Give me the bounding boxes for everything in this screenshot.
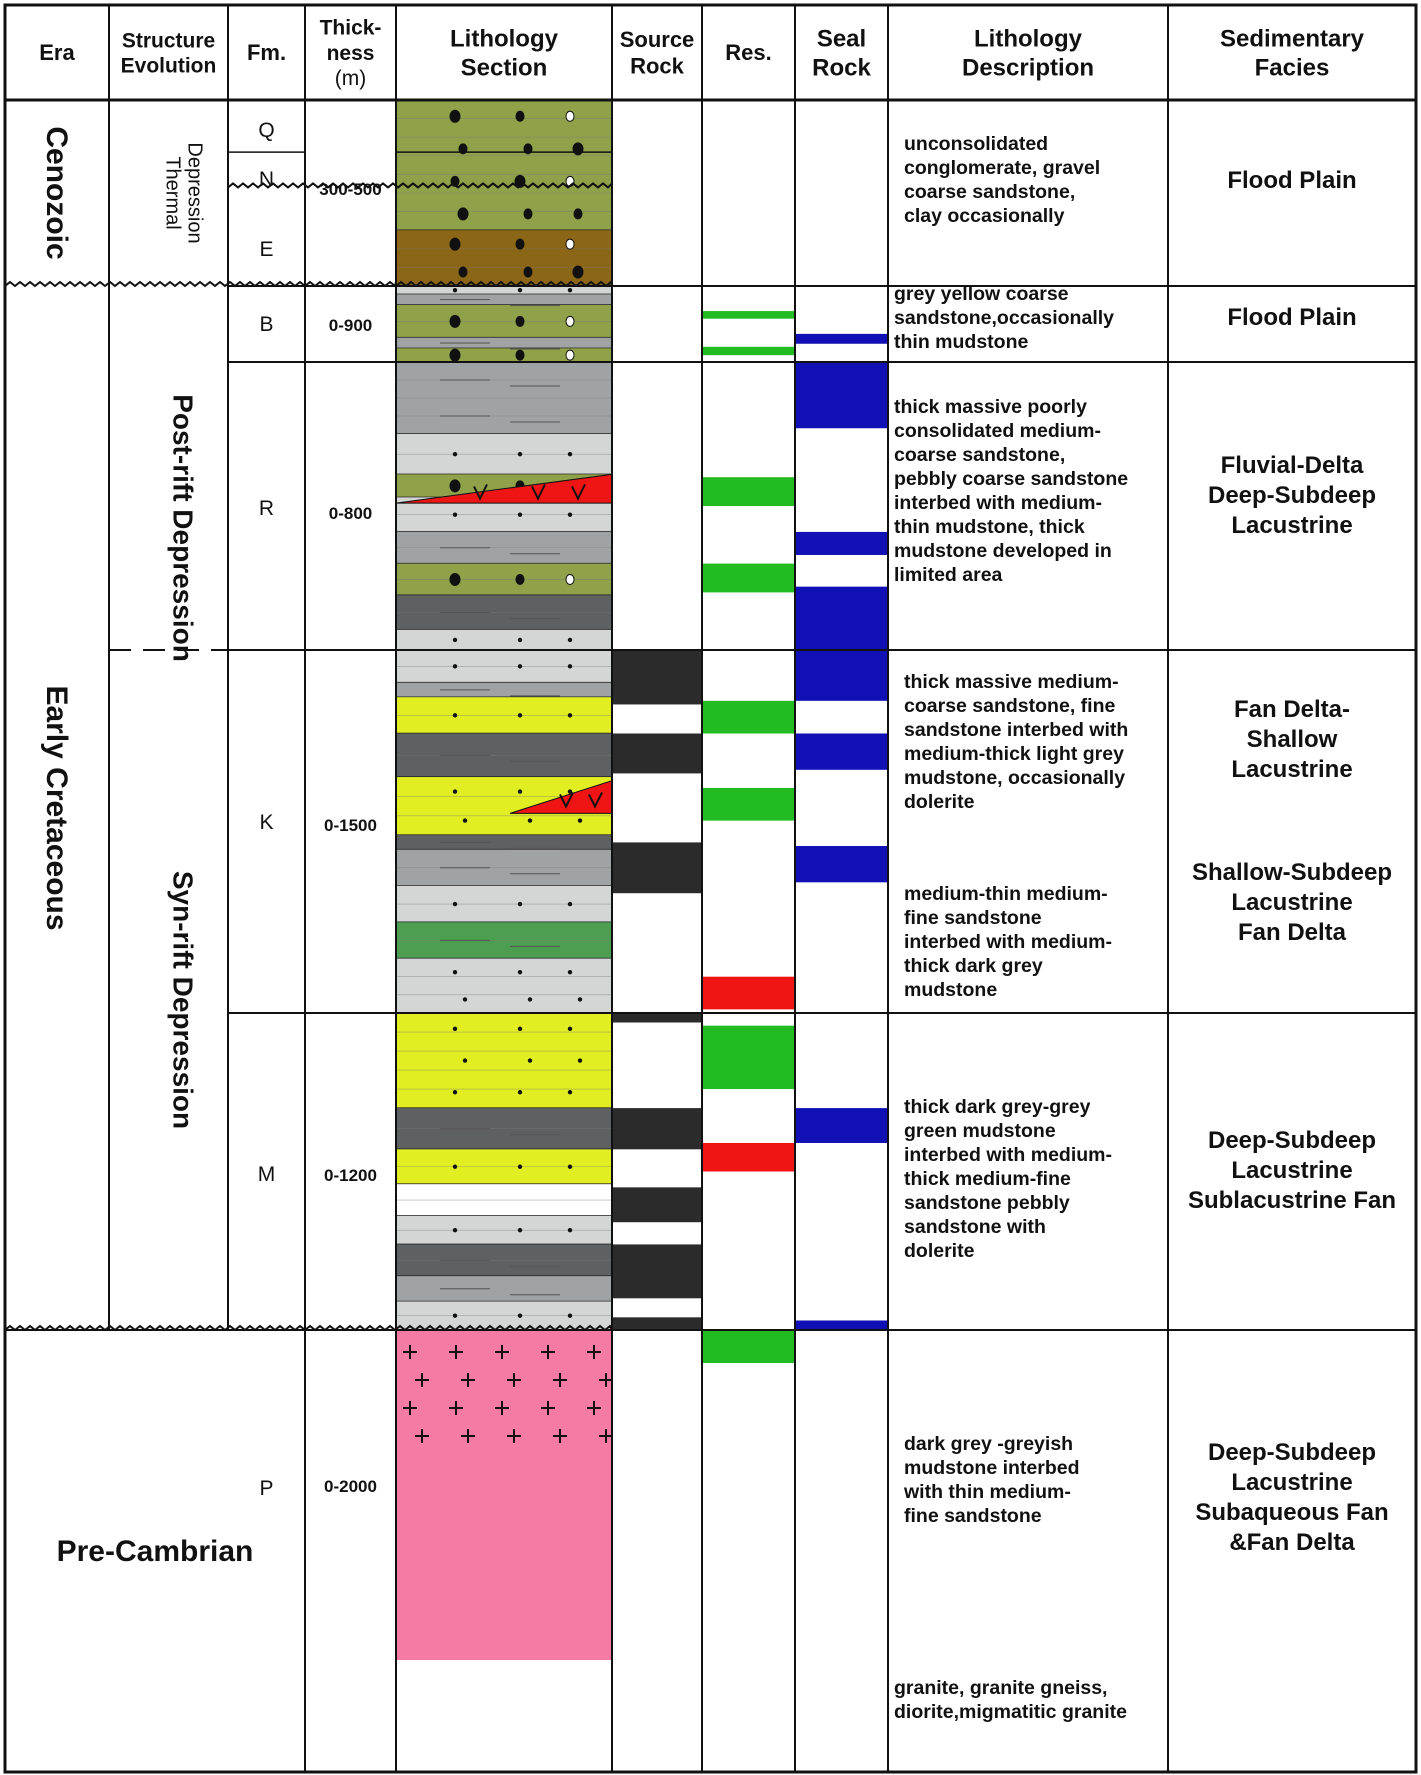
lithology-layer-light_grey xyxy=(396,959,612,1013)
sand-dot-symbol xyxy=(518,713,522,717)
thickness-K: 0-1500 xyxy=(324,816,377,835)
description-K1: sandstone interbed with xyxy=(904,719,1129,741)
pebble-symbol xyxy=(458,208,468,220)
sand-dot-symbol xyxy=(568,638,572,642)
header-reservoir: Res. xyxy=(725,40,772,66)
pebble-symbol xyxy=(450,110,460,122)
sand-dot-symbol xyxy=(453,638,457,642)
sand-dot-symbol xyxy=(518,512,522,516)
description-K2: medium-thin medium- xyxy=(904,883,1108,905)
sand-dot-symbol xyxy=(568,664,572,668)
description-R: thin mudstone, thick xyxy=(894,516,1085,538)
description-B: grey yellow coarse xyxy=(894,283,1069,305)
pebble-symbol xyxy=(566,316,574,326)
lithology-layer-mid_grey xyxy=(396,294,612,305)
facies-R: Deep-Subdeep xyxy=(1207,482,1377,509)
structure-thermal-depression: Thermal xyxy=(161,156,184,230)
facies-P: &Fan Delta xyxy=(1229,1529,1355,1556)
formation-B: B xyxy=(259,313,274,336)
facies-K1: Lacustrine xyxy=(1231,756,1353,783)
pebble-symbol xyxy=(573,143,583,155)
reservoir-bed-green xyxy=(702,1330,795,1363)
era-pre-cambrian: Pre-Cambrian xyxy=(56,1535,254,1568)
facies-M: Deep-Subdeep xyxy=(1207,1127,1377,1154)
description-cenozoic: coarse sandstone, xyxy=(904,181,1076,203)
thickness-B: 0-900 xyxy=(328,316,373,335)
seal-rock-bed xyxy=(795,1320,888,1330)
sand-dot-symbol xyxy=(453,1314,457,1318)
pebble-symbol xyxy=(459,267,467,277)
source-rock-bed xyxy=(612,1187,702,1222)
sand-dot-symbol xyxy=(568,1027,572,1031)
seal-rock-bed xyxy=(795,733,888,769)
sand-dot-symbol xyxy=(518,638,522,642)
header-source-rock: Rock xyxy=(630,53,684,79)
description-M: sandstone with xyxy=(904,1216,1046,1238)
sand-dot-symbol xyxy=(568,1165,572,1169)
seal-rock-bed xyxy=(795,334,888,344)
pebble-symbol xyxy=(450,573,460,585)
facies-cenozoic: Flood Plain xyxy=(1227,167,1357,194)
era-cenozoic: Cenozoic xyxy=(40,126,73,260)
reservoir-bed-green xyxy=(702,347,795,355)
description-precambrian: diorite,migmatitic granite xyxy=(894,1701,1127,1723)
sand-dot-symbol xyxy=(453,1228,457,1232)
sand-dot-symbol xyxy=(518,1027,522,1031)
facies-K1: Shallow xyxy=(1246,726,1338,753)
reservoir-bed-green xyxy=(702,788,795,821)
seal-rock-bed xyxy=(795,362,888,428)
sand-dot-symbol xyxy=(528,1058,532,1062)
description-K1: thick massive medium- xyxy=(904,671,1119,693)
structure-thermal-depression: Depression xyxy=(183,142,206,244)
sand-dot-symbol xyxy=(568,1314,572,1318)
header-lithology-description: Description xyxy=(961,54,1095,82)
formation-K: K xyxy=(259,811,274,834)
pebble-symbol xyxy=(450,315,460,327)
sand-dot-symbol xyxy=(568,288,572,292)
pebble-symbol xyxy=(574,209,582,219)
sand-dot-symbol xyxy=(568,452,572,456)
sand-dot-symbol xyxy=(568,1090,572,1094)
sand-dot-symbol xyxy=(453,288,457,292)
pebble-symbol xyxy=(450,349,460,361)
header-fm: Fm. xyxy=(246,40,287,66)
lithology-layer-light_grey xyxy=(396,630,612,650)
header-lithology-section: Section xyxy=(460,54,548,82)
description-K2: interbed with medium- xyxy=(904,931,1113,953)
thickness-QNE: 300-500 xyxy=(319,180,382,199)
description-M: thick medium-fine xyxy=(904,1168,1071,1190)
description-R: thick massive poorly xyxy=(894,396,1087,418)
structure-syn-rift: Syn-rift Depression xyxy=(167,870,199,1130)
sand-dot-symbol xyxy=(528,818,532,822)
header-seal-rock: Rock xyxy=(812,54,871,82)
source-rock-bed xyxy=(612,733,702,773)
pebble-symbol xyxy=(516,574,524,584)
thickness-M: 0-1200 xyxy=(324,1166,377,1185)
formation-Q: Q xyxy=(258,119,275,142)
description-R: pebbly coarse sandstone xyxy=(894,468,1129,490)
lithology-layer-light_grey xyxy=(396,286,612,294)
pebble-symbol xyxy=(566,350,574,360)
header-seal-rock: Seal xyxy=(816,25,867,53)
sand-dot-symbol xyxy=(518,452,522,456)
reservoir-bed-green xyxy=(702,477,795,506)
sand-dot-symbol xyxy=(568,902,572,906)
pebble-symbol xyxy=(516,350,524,360)
sand-dot-symbol xyxy=(568,970,572,974)
header-structure: Structure xyxy=(121,29,216,53)
seal-rock-bed xyxy=(795,650,888,701)
structure-post-rift: Post-rift Depression xyxy=(167,394,199,662)
lithology-fills xyxy=(396,100,612,1660)
pebble-symbol xyxy=(566,574,574,584)
facies-P: Subaqueous Fan xyxy=(1195,1499,1389,1526)
pebble-symbol xyxy=(524,267,532,277)
sand-dot-symbol xyxy=(518,1314,522,1318)
description-K2: mudstone xyxy=(904,979,998,1001)
header-lithology-description: Lithology xyxy=(974,25,1082,53)
description-R: limited area xyxy=(894,564,1003,586)
thickness-R: 0-800 xyxy=(328,504,373,523)
lithology-layer-mid_grey xyxy=(396,1276,612,1301)
seal-rock-bed xyxy=(795,846,888,882)
pebble-symbol xyxy=(524,209,532,219)
description-B: sandstone,occasionally xyxy=(894,307,1114,329)
sand-dot-symbol xyxy=(453,789,457,793)
sand-dot-symbol xyxy=(453,1027,457,1031)
description-R: coarse sandstone, xyxy=(894,444,1066,466)
pebble-symbol xyxy=(450,238,460,250)
pebble-symbol xyxy=(516,316,524,326)
sand-dot-symbol xyxy=(453,512,457,516)
description-P: with thin medium- xyxy=(904,1481,1071,1503)
pebble-symbol xyxy=(566,239,574,249)
sand-dot-symbol xyxy=(518,1228,522,1232)
facies-K2: Fan Delta xyxy=(1237,919,1347,946)
sand-dot-symbol xyxy=(578,818,582,822)
sand-dot-symbol xyxy=(518,1090,522,1094)
description-precambrian: granite, granite gneiss, xyxy=(894,1677,1108,1699)
sand-dot-symbol xyxy=(568,713,572,717)
sand-dot-symbol xyxy=(568,1228,572,1232)
sand-dot-symbol xyxy=(518,288,522,292)
formation-P: P xyxy=(259,1477,274,1500)
description-cenozoic: unconsolidated xyxy=(904,133,1049,155)
header-structure: Evolution xyxy=(120,54,217,78)
sand-dot-symbol xyxy=(518,970,522,974)
formation-M: M xyxy=(257,1163,276,1186)
reservoir-bed-green xyxy=(702,701,795,734)
header-lithology-section: Lithology xyxy=(450,25,558,53)
sand-dot-symbol xyxy=(518,1165,522,1169)
description-R: interbed with medium- xyxy=(894,492,1103,514)
source-rock-bed xyxy=(612,842,702,893)
description-cenozoic: conglomerate, gravel xyxy=(904,157,1101,179)
thickness-P: 0-2000 xyxy=(324,1477,377,1496)
formation-E: E xyxy=(259,238,274,261)
description-M: thick dark grey-grey xyxy=(904,1096,1091,1118)
description-K2: thick dark grey xyxy=(904,955,1043,977)
description-M: dolerite xyxy=(904,1240,975,1262)
lithology-layer-mid_grey xyxy=(396,338,612,349)
description-K1: dolerite xyxy=(904,791,975,813)
header-thickness: Thick- xyxy=(319,16,382,40)
sand-dot-symbol xyxy=(578,997,582,1001)
pebble-symbol xyxy=(450,480,460,492)
header-era: Era xyxy=(39,40,75,66)
sand-dot-symbol xyxy=(518,789,522,793)
description-M: interbed with medium- xyxy=(904,1144,1113,1166)
source-rock-bed xyxy=(612,1317,702,1330)
reservoir-bed-green xyxy=(702,564,795,593)
pebble-symbol xyxy=(516,111,524,121)
era-early-cretaceous: Early Cretaceous xyxy=(40,685,73,931)
description-M: sandstone pebbly xyxy=(904,1192,1070,1214)
reservoir-bed-green xyxy=(702,311,795,319)
seal-rock-bed xyxy=(795,1108,888,1143)
sand-dot-symbol xyxy=(453,902,457,906)
description-B: thin mudstone xyxy=(894,331,1029,353)
sand-dot-symbol xyxy=(463,1058,467,1062)
source-rock-bed xyxy=(612,650,702,704)
sand-dot-symbol xyxy=(578,1058,582,1062)
description-P: dark grey -greyish xyxy=(904,1433,1074,1455)
source-rock-bed xyxy=(612,1244,702,1298)
formation-N: N xyxy=(258,168,275,191)
description-K1: medium-thick light grey xyxy=(904,743,1124,765)
pebble-symbol xyxy=(516,239,524,249)
description-K1: mudstone, occasionally xyxy=(904,767,1126,789)
seal-rock-bed xyxy=(795,532,888,555)
facies-K2: Shallow-Subdeep xyxy=(1191,859,1393,886)
reservoir-bed-red xyxy=(702,1143,795,1172)
sand-dot-symbol xyxy=(518,664,522,668)
description-P: mudstone interbed xyxy=(904,1457,1080,1479)
facies-P: Lacustrine xyxy=(1231,1469,1353,1496)
description-R: consolidated medium- xyxy=(894,420,1101,442)
sand-dot-symbol xyxy=(453,970,457,974)
reservoir-bed-green xyxy=(702,1026,795,1089)
header-sedimentary-facies: Sedimentary xyxy=(1219,25,1365,53)
sand-dot-symbol xyxy=(463,997,467,1001)
sand-dot-symbol xyxy=(568,789,572,793)
description-P: fine sandstone xyxy=(904,1505,1042,1527)
pebble-symbol xyxy=(566,111,574,121)
sand-dot-symbol xyxy=(453,452,457,456)
sand-dot-symbol xyxy=(453,664,457,668)
facies-R: Fluvial-Delta xyxy=(1220,452,1364,479)
facies-M: Lacustrine xyxy=(1231,1157,1353,1184)
sand-dot-symbol xyxy=(518,902,522,906)
description-R: mudstone developed in xyxy=(894,540,1112,562)
header-thickness: ness xyxy=(326,41,375,65)
lithology-layer-mid_grey xyxy=(396,683,612,698)
source-rock-bed xyxy=(612,1108,702,1149)
header-source-rock: Source xyxy=(619,27,695,52)
header-thickness: (m) xyxy=(334,67,367,91)
facies-B: Flood Plain xyxy=(1227,304,1357,331)
sand-dot-symbol xyxy=(453,1090,457,1094)
description-K1: coarse sandstone, fine xyxy=(904,695,1116,717)
reservoir-bed-red xyxy=(702,977,795,1010)
header-sedimentary-facies: Facies xyxy=(1254,54,1330,82)
source-rock-bed xyxy=(612,1013,702,1023)
description-M: green mudstone xyxy=(904,1120,1056,1142)
formation-R: R xyxy=(258,497,275,520)
lithology-layer-green_sand xyxy=(396,348,612,362)
facies-K2: Lacustrine xyxy=(1231,889,1353,916)
lithology-layer-dark_grey xyxy=(396,835,612,850)
facies-P: Deep-Subdeep xyxy=(1207,1439,1377,1466)
sand-dot-symbol xyxy=(528,997,532,1001)
sand-dot-symbol xyxy=(463,818,467,822)
facies-M: Sublacustrine Fan xyxy=(1187,1187,1397,1214)
sand-dot-symbol xyxy=(453,713,457,717)
facies-K1: Fan Delta- xyxy=(1233,696,1351,723)
pebble-symbol xyxy=(573,266,583,278)
description-K2: fine sandstone xyxy=(904,907,1042,929)
description-cenozoic: clay occasionally xyxy=(904,205,1065,227)
sand-dot-symbol xyxy=(453,1165,457,1169)
sand-dot-symbol xyxy=(568,512,572,516)
facies-R: Lacustrine xyxy=(1231,512,1353,539)
